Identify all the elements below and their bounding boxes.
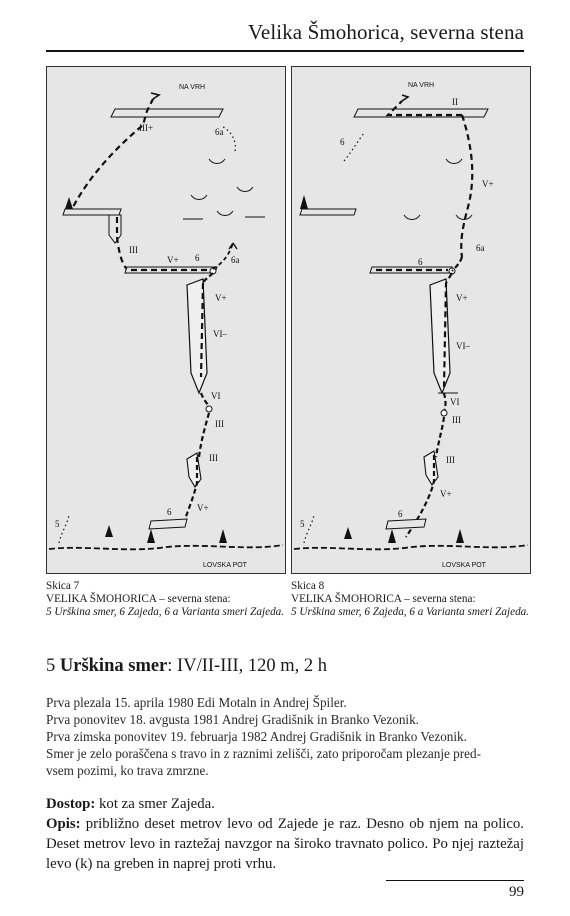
description-text: približno deset metrov levo od Zajede je raz. Desno ob njem na polico. Deset metrov levo in raztežaj navzgor na široko travnato polico. Po njej raztežaj levo (k) na greben in naprej proti vrhu. bbox=[46, 816, 524, 872]
label-route-6-ledge: 6 bbox=[418, 257, 423, 267]
route-5 bbox=[304, 515, 314, 543]
left-ledge bbox=[63, 209, 121, 215]
tree-icon bbox=[300, 195, 308, 209]
info-line: vsem pozimi, ko trava zmrzne. bbox=[46, 763, 209, 778]
route-5 bbox=[59, 515, 69, 543]
lower-dihedral bbox=[187, 453, 201, 487]
label-v-plus-dihedral: V+ bbox=[456, 293, 468, 303]
label-route-6: 6 bbox=[195, 253, 200, 263]
description-paragraph bbox=[46, 814, 524, 874]
arrow-top bbox=[151, 93, 159, 99]
route-info bbox=[46, 694, 524, 779]
label-v-plus-ledge: V+ bbox=[167, 255, 179, 265]
label-iii-plus: III+ bbox=[139, 123, 154, 133]
arrow-top bbox=[402, 95, 408, 101]
route-number: 5 bbox=[46, 656, 56, 676]
tree-icon bbox=[65, 197, 73, 209]
route-join bbox=[203, 273, 213, 283]
label-v-plus-dihedral: V+ bbox=[215, 293, 227, 303]
lower-dihedral bbox=[424, 451, 438, 485]
label-lovska-pot: LOVSKA POT bbox=[442, 562, 486, 569]
route-lower-1 bbox=[444, 393, 446, 411]
label-route-5: 5 bbox=[300, 519, 305, 529]
hunting-path bbox=[49, 545, 283, 549]
label-v-plus-bottom: V+ bbox=[197, 503, 209, 513]
route-6-left bbox=[344, 133, 364, 161]
caption-name: VELIKA ŠMOHORICA – severna stena: bbox=[291, 593, 476, 605]
label-route-6-left: 6 bbox=[340, 137, 345, 147]
label-iii-bottom: III bbox=[446, 455, 455, 465]
caption-number: Skica 7 bbox=[46, 580, 80, 592]
label-iii-lower: III bbox=[452, 415, 461, 425]
top-ledge bbox=[111, 109, 223, 117]
approach-label: Dostop: bbox=[46, 796, 96, 812]
belay-point-2 bbox=[441, 410, 447, 416]
page-number: 99 bbox=[509, 884, 524, 900]
small-dihedral bbox=[109, 215, 121, 243]
label-iii-bottom: III bbox=[209, 453, 218, 463]
label-v-plus-bottom: V+ bbox=[440, 489, 452, 499]
route-name: Urškina smer bbox=[59, 656, 168, 676]
overhang-icons bbox=[183, 159, 265, 219]
caption-sketch-7 bbox=[46, 580, 286, 619]
arrow-6a bbox=[229, 243, 237, 249]
route-heading bbox=[46, 656, 327, 677]
label-vi: VI bbox=[211, 391, 221, 401]
belay-point-2 bbox=[206, 406, 212, 412]
footer-rule bbox=[386, 880, 524, 881]
hunting-path bbox=[294, 545, 528, 549]
route-specs: : IV/II-III, 120 m, 2 h bbox=[167, 656, 328, 676]
label-route-5: 5 bbox=[55, 519, 60, 529]
info-line: Prva ponovitev 18. avgusta 1981 Andrej Gradišnik in Branko Vezonik. bbox=[46, 712, 419, 727]
label-vi: VI bbox=[450, 397, 460, 407]
label-6a-top: 6a bbox=[215, 127, 224, 137]
label-lovska-pot: LOVSKA POT bbox=[203, 562, 247, 569]
label-route-6-bottom: 6 bbox=[398, 509, 403, 519]
label-na-vrh: NA VRH bbox=[408, 82, 435, 89]
label-route-6-bottom: 6 bbox=[167, 507, 172, 517]
caption-sketch-8 bbox=[291, 580, 531, 619]
info-line: Smer je zelo poraščena s travo in z raznimi zelišči, zato priporočam plezanje pred- bbox=[46, 746, 481, 761]
label-ii: II bbox=[452, 97, 458, 107]
base-ledge bbox=[149, 519, 187, 529]
big-dihedral bbox=[187, 279, 207, 393]
caption-desc: 5 Urškina smer, 6 Zajeda, 6 a Varianta smeri Zajeda. bbox=[46, 606, 285, 618]
header-rule bbox=[46, 50, 524, 52]
route-lower-2 bbox=[436, 417, 444, 457]
description-label: Opis: bbox=[46, 816, 81, 832]
route-upper-right bbox=[461, 115, 472, 257]
route-description bbox=[46, 794, 524, 874]
route-lower-1 bbox=[201, 393, 209, 407]
info-line: Prva plezala 15. aprila 1980 Edi Motaln in Andrej Špiler. bbox=[46, 695, 347, 710]
caption-desc: 5 Urškina smer, 6 Zajeda, 6 a Varianta smeri Zajeda. bbox=[291, 606, 530, 618]
route-lower-2 bbox=[199, 413, 209, 457]
label-na-vrh: NA VRH bbox=[179, 84, 206, 91]
label-vi-minus: VI– bbox=[456, 341, 470, 351]
approach-paragraph bbox=[46, 794, 524, 814]
page-header-title: Velika Šmohorica, severna stena bbox=[247, 20, 524, 44]
sketch-7-topo bbox=[46, 66, 286, 574]
label-vi-minus: VI– bbox=[213, 329, 227, 339]
left-ledge bbox=[300, 209, 356, 215]
approach-text: kot za smer Zajeda. bbox=[95, 796, 215, 812]
caption-number: Skica 8 bbox=[291, 580, 325, 592]
label-iii-mid: III bbox=[129, 245, 138, 255]
variant-6a-upper bbox=[223, 127, 235, 151]
label-iii-lower: III bbox=[215, 419, 224, 429]
label-v-plus-upper: V+ bbox=[482, 179, 494, 189]
forest-icons bbox=[344, 527, 464, 543]
sketch-7-drawing bbox=[47, 67, 285, 573]
big-dihedral bbox=[430, 279, 450, 393]
info-line: Prva zimska ponovitev 19. februarja 1982 Andrej Gradišnik in Branko Vezonik. bbox=[46, 729, 467, 744]
label-6a: 6a bbox=[476, 243, 485, 253]
sketch-8-drawing bbox=[292, 67, 530, 573]
sketch-8-topo bbox=[291, 66, 531, 574]
label-6a-mid: 6a bbox=[231, 255, 240, 265]
base-ledge bbox=[386, 519, 426, 529]
caption-name: VELIKA ŠMOHORICA – severna stena: bbox=[46, 593, 231, 605]
